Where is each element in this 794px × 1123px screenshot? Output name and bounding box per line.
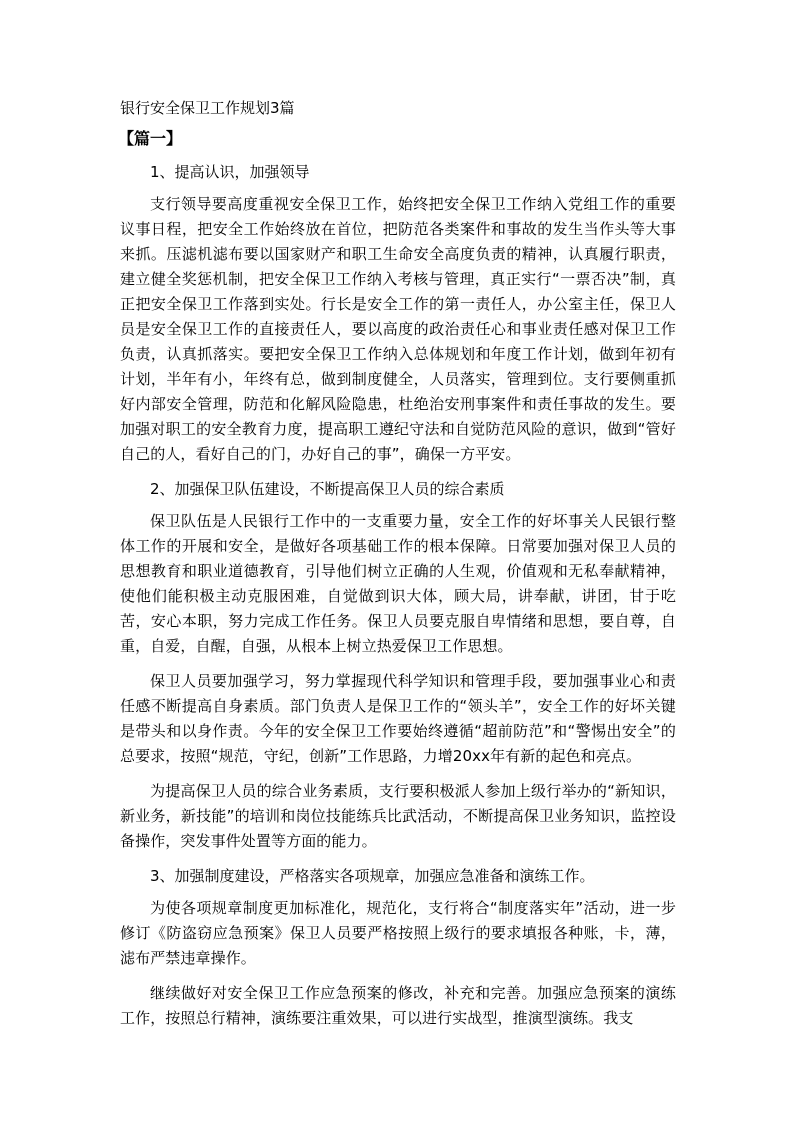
- paragraph-1: 支行领导要高度重视安全保卫工作，始终把安全保卫工作纳入党组工作的重要议事日程，把安全工作始终放在首位，把防范各类案件和事故的发生当作头等大事来抓。压滤机滤布要以国家财产和职工生命安全高度负责的精神，认真履行职责，建立健全奖惩机制，把安全保卫工作纳入考核与管理，真正实行“一票否决”制，真正把安全保卫工作落到实处。行长是安全工作的第一责任人，办公室主任，保卫人员是安全保卫工作的直接责任人，要以高度的政治责任心和事业责任感对保卫工作负责，认真抓落实。要把安全保卫工作纳入总体规划和年度工作计划，做到年初有计划，半年有小，年终有总，做到制度健全，人员落实，管理到位。支行要侧重抓好内部安全管理，防范和化解风险隐患，杜绝治安刑事案件和责任事故的发生。要加强对职工的安全教育力度，提高职工遵纪守法和自觉防范风险的意识，做到“管好自己的人，看好自己的门，办好自己的事”，确保一方平安。: [120, 195, 676, 463]
- paragraph-3: 保卫人员要加强学习，努力掌握现代科学知识和管理手段，要加强事业心和责任感不断提高自身素质。部门负责人是保卫工作的“领头羊”，安全工作的好坏关键是带头和以身作责。今年的安全保卫工作要始终遵循“超前防范”和“警惕出安全”的总要求，按照“规范，守纪，创新”工作思路，力增20xx年有新的起色和亮点。: [120, 672, 676, 765]
- paragraph-4: 为提高保卫人员的综合业务素质，支行要积极派人参加上级行举办的“新知识，新业务，新技能”的培训和岗位技能练兵比武活动，不断提高保卫业务知识，监控设备操作，突发事件处置等方面的能力。: [120, 782, 676, 850]
- document-page: [120, 96, 676, 1041]
- heading-1: 1、提高认识，加强领导: [150, 163, 310, 181]
- document-title: 银行安全保卫工作规划3篇: [120, 99, 295, 117]
- paragraph-6: 继续做好对安全保卫工作应急预案的修改，补充和完善。加强应急预案的演练工作，按照总行精神，演练要注重效果，可以进行实战型，推演型演练。我支: [120, 984, 676, 1027]
- section-label: 【篇一】: [118, 129, 183, 148]
- paragraph-5: 为使各项规章制度更加标准化，规范化，支行将合“制度落实年”活动，进一步修订《防盗窃应急预案》保卫人员要严格按照上级行的要求填报各种账，卡，薄，滤布严禁违章操作。: [120, 899, 676, 967]
- paragraph-2: 保卫队伍是人民银行工作中的一支重要力量，安全工作的好坏事关人民银行整体工作的开展和安全，是做好各项基础工作的根本保障。日常要加强对保卫人员的思想教育和职业道德教育，引导他们树立正确的人生观，价值观和无私奉献精神，使他们能积极主动克服困难，自觉做到识大体，顾大局，讲奉献，讲团，甘于吃苦，安心本职，努力完成工作任务。保卫人员要克服自卑情绪和思想，要自尊，自重，自爱，自醒，自强，从根本上树立热爱保卫工作思想。: [120, 512, 676, 655]
- heading-3: 3、加强制度建设，严格落实各项规章，加强应急准备和演练工作。: [150, 867, 595, 885]
- heading-2: 2、加强保卫队伍建设，不断提高保卫人员的综合素质: [150, 480, 505, 498]
